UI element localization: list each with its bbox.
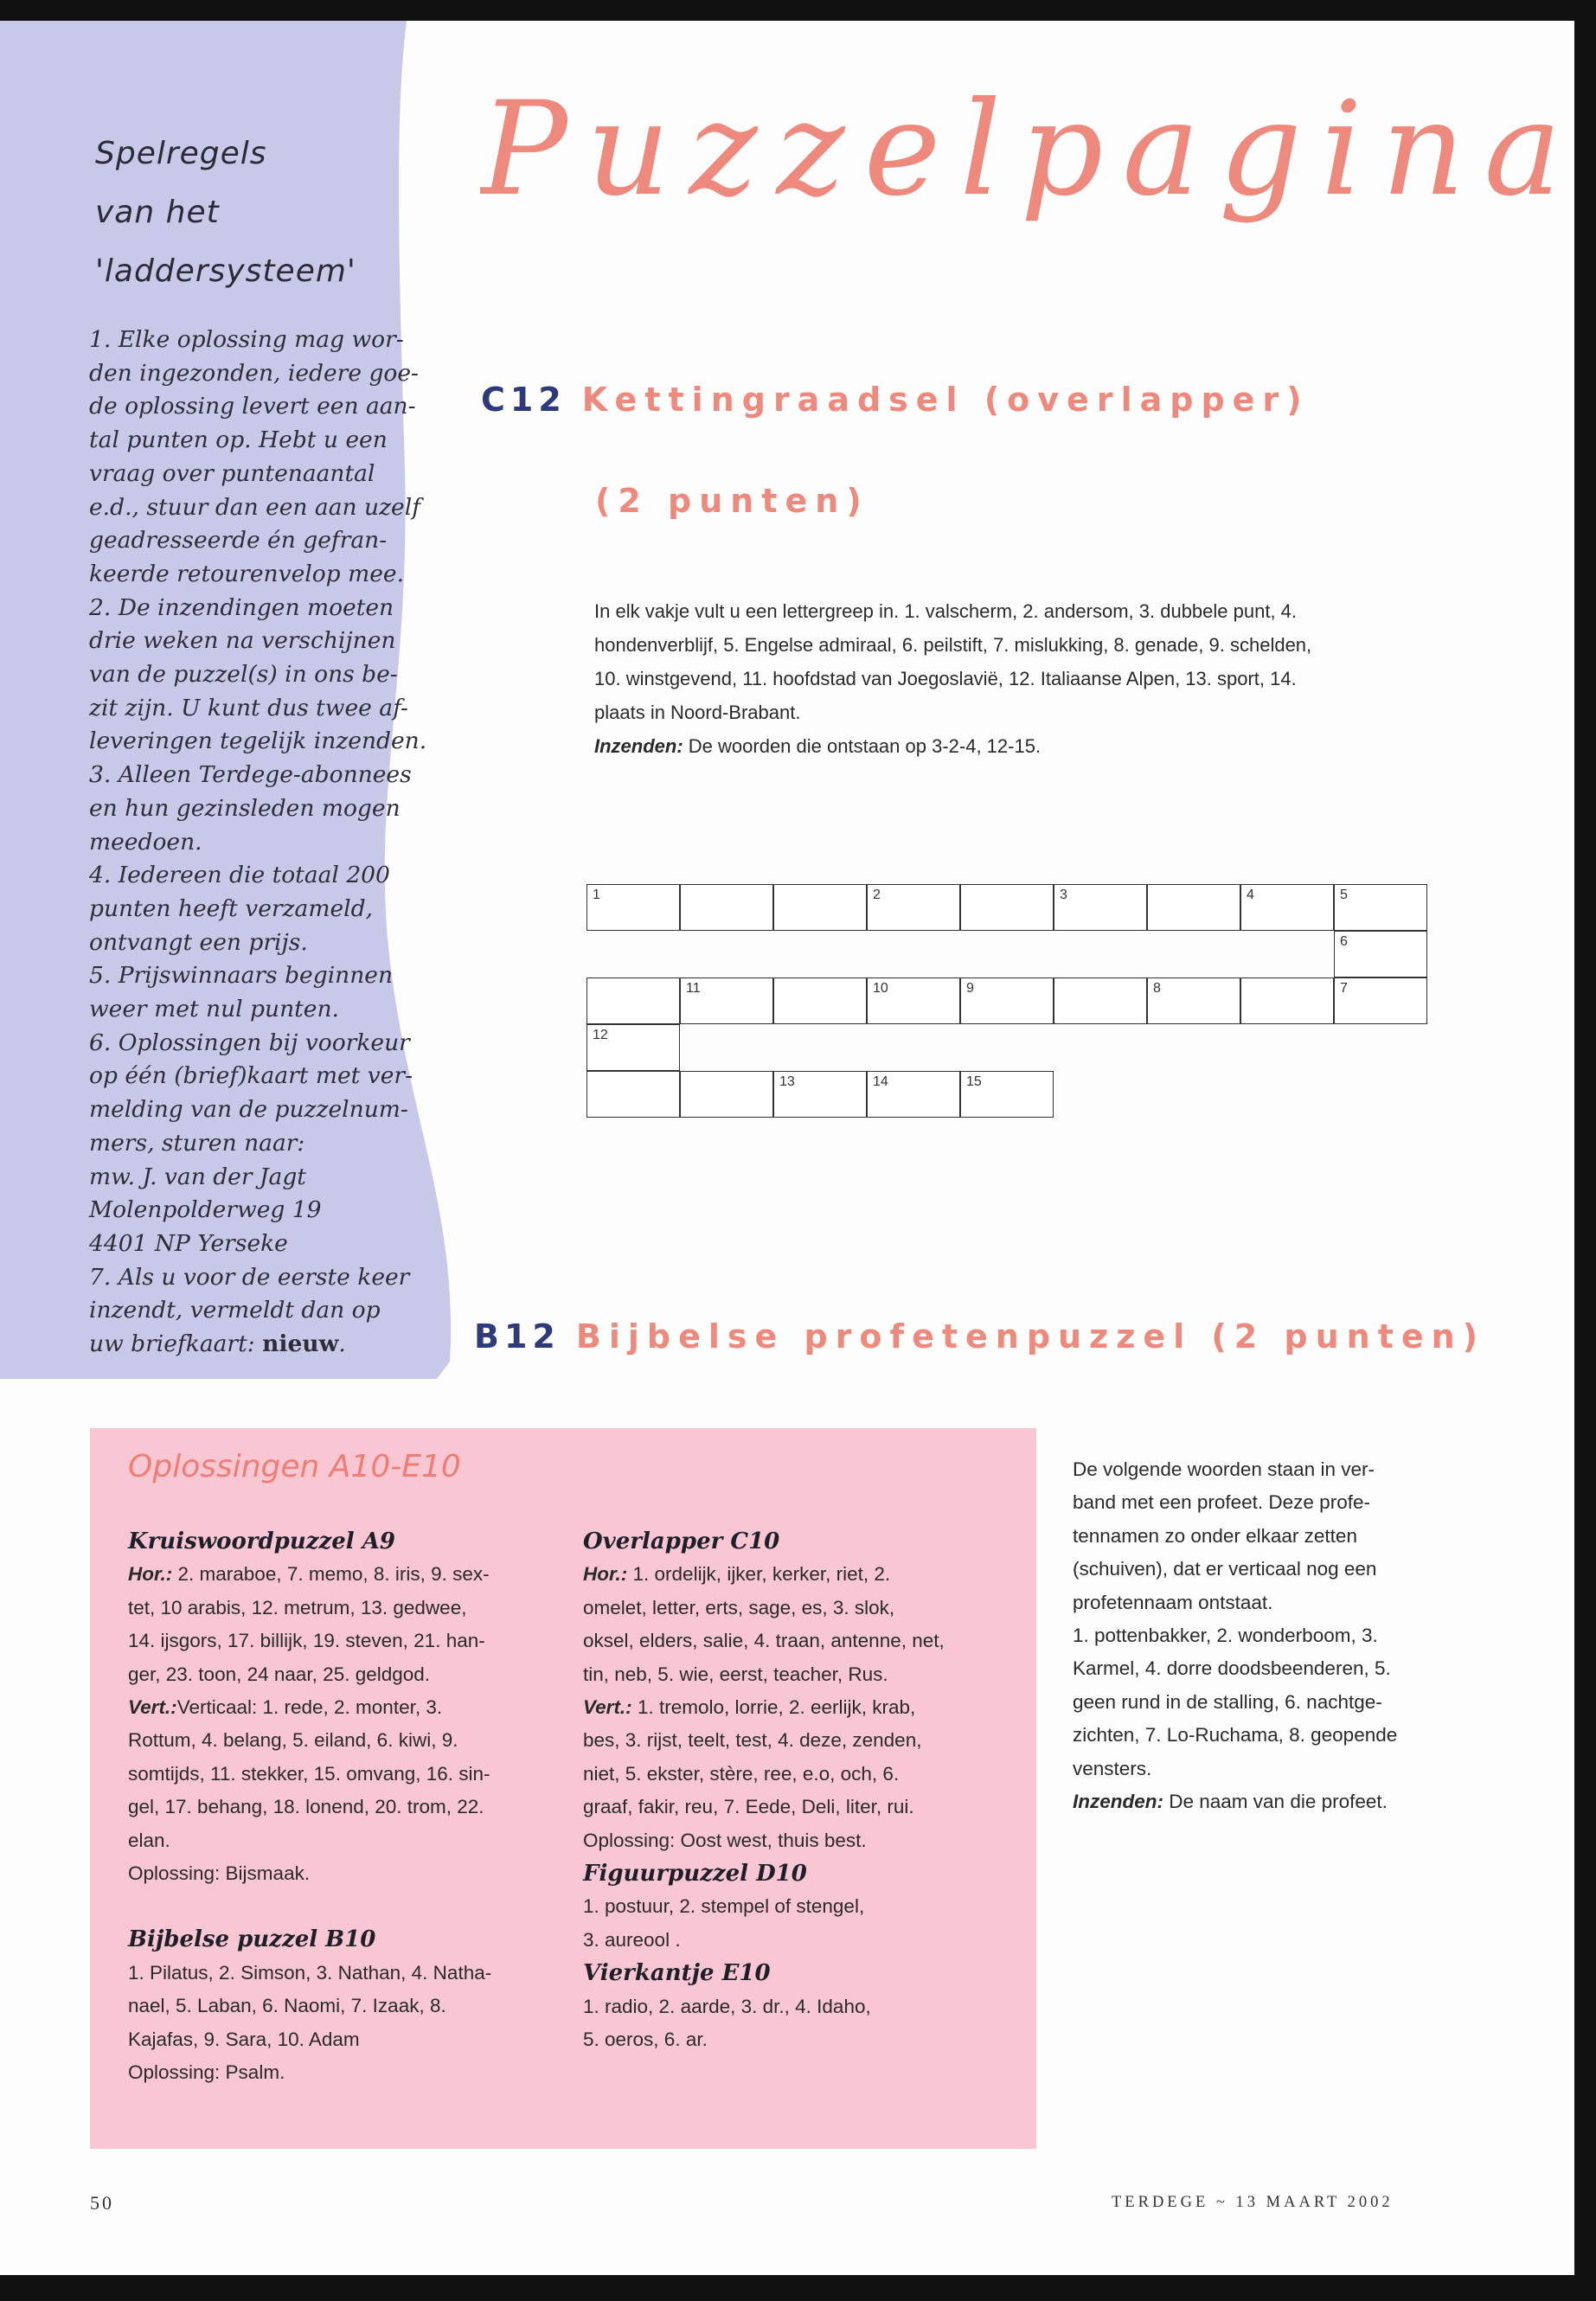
rules-line: melding van de puzzelnum- — [89, 1096, 408, 1124]
a9-hor-text: 2. maraboe, 7. memo, 8. iris, 9. sex- — [172, 1563, 490, 1586]
b10-title: Bijbelse puzzel B10 — [128, 1926, 376, 1953]
cell-number: 14 — [873, 1074, 888, 1089]
rules-line: den ingezonden, iedere goe- — [89, 359, 420, 387]
cell-number: 11 — [686, 981, 701, 996]
grid-cell[interactable] — [960, 977, 1054, 1024]
rules-line: ontvangt een prijs. — [89, 928, 308, 956]
a9-line: elan. — [128, 1829, 170, 1851]
a9-title: Kruiswoordpuzzel A9 — [128, 1529, 396, 1554]
grid-cell[interactable] — [1054, 884, 1147, 931]
b10-line: Kajafas, 9. Sara, 10. Adam — [128, 2028, 360, 2050]
b12-submit-label: Inzenden: — [1073, 1791, 1163, 1813]
grid-cell[interactable] — [867, 977, 960, 1024]
c10-hor-label: Hor.: — [583, 1563, 628, 1586]
rules-line: 7. Als u voor de eerste keer — [89, 1263, 410, 1291]
cell-number: 3 — [1060, 888, 1067, 902]
c12-title: Kettingraadsel (overlapper) — [581, 381, 1310, 419]
grid-cell[interactable] — [1240, 977, 1334, 1024]
rules-line: drie weken na verschijnen — [89, 627, 396, 655]
rules-line: 1. Elke oplossing mag wor- — [89, 326, 404, 353]
a9-line: tet, 10 arabis, 12. metrum, 13. gedwee, — [128, 1596, 467, 1618]
rules-line: van de puzzel(s) in ons be- — [89, 661, 398, 689]
cell-number: 4 — [1247, 888, 1254, 902]
cell-number: 13 — [779, 1074, 795, 1089]
c10-vert-text: 1. tremolo, lorrie, 2. eerlijk, krab, — [631, 1696, 916, 1719]
solutions-left-column — [128, 1525, 491, 2090]
grid-cell[interactable] — [773, 884, 867, 931]
a9-line: Rottum, 4. belang, 5. eiland, 6. kiwi, 9. — [128, 1729, 458, 1752]
e10-line: 5. oeros, 6. ar. — [583, 2029, 708, 2051]
rules-line: leveringen tegelijk inzenden. — [89, 727, 427, 755]
cell-number: 2 — [873, 888, 881, 902]
c12-submit-line — [594, 729, 1311, 763]
b12-line: De volgende woorden staan in ver- — [1073, 1458, 1375, 1480]
page-number: 50 — [90, 2192, 114, 2214]
magazine-page — [0, 21, 1574, 2275]
c10-line: graaf, fakir, reu, 7. Eede, Deli, liter, rui. — [583, 1796, 914, 1818]
rules-line: 3. Alleen Terdege-abonnees — [89, 761, 412, 789]
a9-hor-first — [128, 1558, 491, 1591]
grid-cell[interactable] — [680, 884, 773, 931]
rules-line: 4. Iedereen die totaal 200 — [89, 862, 390, 889]
b12-line: (schuiven), dat er verticaal nog een — [1073, 1558, 1377, 1580]
a9-solution: Oplossing: Bijsmaak. — [128, 1862, 311, 1885]
rules-line: vraag over puntenaantal — [89, 459, 375, 487]
rules-last-prefix: uw briefkaart: — [89, 1330, 263, 1358]
b12-title: Bijbelse profetenpuzzel (2 punten) — [575, 1317, 1486, 1356]
rules-line: Molenpolderweg 19 — [89, 1196, 322, 1224]
grid-cell[interactable] — [1334, 931, 1427, 977]
rules-line: de oplossing levert een aan- — [89, 393, 416, 420]
rules-last-suffix: . — [338, 1330, 346, 1358]
grid-cell[interactable] — [1334, 977, 1427, 1024]
cell-number: 5 — [1340, 888, 1348, 902]
b12-line: tennamen zo onder elkaar zetten — [1073, 1524, 1357, 1547]
grid-cell[interactable] — [586, 884, 680, 931]
cell-number: 10 — [873, 981, 888, 996]
rules-line: inzendt, vermeldt dan op — [89, 1297, 381, 1324]
rules-title — [95, 125, 407, 301]
c12-code: C12 — [481, 381, 567, 419]
a9-line: gel, 17. behang, 18. lonend, 20. trom, 22. — [128, 1796, 484, 1818]
c10-hor-first — [583, 1558, 945, 1591]
b10-line: 1. Pilatus, 2. Simson, 3. Nathan, 4. Natha- — [128, 1961, 492, 1984]
a9-line: somtijds, 11. stekker, 15. omvang, 16. sin- — [128, 1762, 490, 1785]
b12-line: 1. pottenbakker, 2. wonderboom, 3. — [1073, 1625, 1378, 1647]
rules-line: op één (brief)kaart met ver- — [89, 1062, 413, 1090]
d10-line: 3. aureool . — [583, 1928, 681, 1951]
rules-line: mers, sturen naar: — [89, 1129, 305, 1157]
e10-title: Vierkantje E10 — [583, 1960, 771, 1987]
rules-line: keerde retourenvelop mee. — [89, 560, 404, 587]
rules-new-keyword: nieuw — [262, 1330, 339, 1358]
grid-cell[interactable] — [960, 884, 1054, 931]
b10-solution: Oplossing: Psalm. — [128, 2061, 285, 2084]
grid-cell[interactable] — [1054, 977, 1147, 1024]
cell-number: 1 — [593, 888, 600, 902]
c10-line: niet, 5. ekster, stère, ree, e.o, och, 6. — [583, 1762, 900, 1785]
cell-number: 15 — [966, 1074, 982, 1089]
rules-line: weer met nul punten. — [89, 996, 339, 1023]
c12-heading — [481, 381, 1310, 419]
rules-title-line: Spelregels — [95, 136, 267, 171]
grid-cell[interactable] — [680, 1071, 773, 1118]
rules-line: e.d., stuur dan een aan uzelf — [89, 493, 421, 521]
grid-cell[interactable] — [586, 1071, 680, 1118]
c10-line: oksel, elders, salie, 4. traan, antenne, net, — [583, 1630, 945, 1652]
scan-border-bottom — [0, 2275, 1596, 2301]
a9-hor-label: Hor.: — [128, 1563, 173, 1586]
cell-number: 12 — [593, 1028, 608, 1042]
c10-line: tin, neb, 5. wie, eerst, teacher, Rus. — [583, 1663, 888, 1685]
c10-line: omelet, letter, erts, sage, es, 3. slok, — [583, 1596, 895, 1618]
rules-text — [89, 324, 435, 1362]
c10-solution: Oplossing: Oost west, thuis best. — [583, 1829, 867, 1851]
grid-cell[interactable] — [1240, 884, 1334, 931]
rules-line: zit zijn. U kunt dus twee af- — [89, 694, 408, 721]
rules-title-line: van het — [95, 195, 220, 230]
c12-clue-line: hondenverblijf, 5. Engelse admiraal, 6. peilstift, 7. mislukking, 8. genade, 9. schelden, — [594, 634, 1312, 656]
grid-cell[interactable] — [773, 1071, 867, 1118]
grid-cell[interactable] — [586, 1024, 680, 1071]
solutions-heading: Oplossingen A10-E10 — [128, 1449, 461, 1484]
a9-line: ger, 23. toon, 24 naar, 25. geldgod. — [128, 1663, 431, 1685]
c12-clue-line: 10. winstgevend, 11. hoofdstad van Joegoslavië, 12. Italiaanse Alpen, 13. sport, 14. — [594, 668, 1297, 689]
c10-vert-first — [583, 1691, 945, 1724]
rules-title-line: 'laddersysteem' — [95, 253, 356, 289]
rules-line: 5. Prijswinnaars beginnen — [89, 962, 394, 990]
c10-hor-text: 1. ordelijk, ijker, kerker, riet, 2. — [627, 1563, 891, 1586]
grid-cell[interactable] — [1147, 977, 1240, 1024]
c12-submit-label: Inzenden: — [594, 735, 683, 757]
b12-submit-text: De naam van die profeet. — [1163, 1791, 1388, 1813]
a9-vert-label: Vert.: — [128, 1696, 177, 1719]
grid-cell[interactable] — [1334, 884, 1427, 931]
rules-line: mw. J. van der Jagt — [89, 1163, 306, 1190]
grid-cell[interactable] — [586, 977, 680, 1024]
scan-border-top — [0, 0, 1596, 21]
a9-vert-first — [128, 1691, 491, 1724]
rules-line: tal punten op. Hebt u een — [89, 426, 388, 454]
b12-line: vensters. — [1073, 1757, 1152, 1779]
grid-cell[interactable] — [1147, 884, 1240, 931]
grid-cell[interactable] — [867, 1071, 960, 1118]
cell-number: 6 — [1340, 934, 1348, 949]
b12-line: profetennaam ontstaat. — [1073, 1591, 1273, 1613]
rules-line: punten heeft verzameld, — [89, 894, 373, 922]
rules-line: 6. Oplossingen bij voorkeur — [89, 1029, 410, 1056]
rules-last-line — [89, 1328, 435, 1362]
b12-line: Karmel, 4. dorre doodsbeenderen, 5. — [1073, 1657, 1391, 1680]
a9-line: 14. ijsgors, 17. billijk, 19. steven, 21. han- — [128, 1630, 485, 1652]
b12-submit-line — [1073, 1785, 1397, 1818]
c12-clue-line: plaats in Noord-Brabant. — [594, 702, 801, 723]
a9-vert-text: Verticaal: 1. rede, 2. monter, 3. — [176, 1696, 443, 1719]
page-title — [480, 64, 1570, 254]
c12-submit-text: De woorden die ontstaan op 3-2-4, 12-15. — [683, 735, 1042, 757]
b10-line: nael, 5. Laban, 6. Naomi, 7. Izaak, 8. — [128, 1995, 446, 2017]
cell-number: 9 — [966, 981, 974, 996]
cell-number: 7 — [1340, 981, 1348, 996]
c10-title: Overlapper C10 — [583, 1529, 780, 1554]
magazine-footer: TERDEGE ~ 13 MAART 2002 — [1112, 2194, 1394, 2211]
scan-border-right — [1574, 0, 1596, 2301]
c12-clue-line: In elk vakje vult u een lettergreep in. 1. valscherm, 2. andersom, 3. dubbele punt, 4. — [594, 600, 1298, 622]
b12-line: zichten, 7. Lo-Ruchama, 8. geopende — [1073, 1724, 1398, 1747]
b12-body — [1073, 1453, 1397, 1818]
solutions-box — [90, 1428, 1036, 2149]
grid-cell[interactable] — [680, 977, 773, 1024]
solutions-middle-column — [583, 1525, 945, 2057]
c12-points: (2 punten) — [595, 482, 869, 520]
c12-clues — [594, 594, 1311, 763]
grid-cell[interactable] — [867, 884, 960, 931]
b12-line: geen rund in de stalling, 6. nachtge- — [1073, 1690, 1382, 1713]
c10-vert-label: Vert.: — [583, 1696, 632, 1719]
grid-cell[interactable] — [773, 977, 867, 1024]
page-title-text: Puzzelpagina — [480, 74, 1561, 225]
c10-line: bes, 3. rijst, teelt, test, 4. deze, zenden, — [583, 1729, 922, 1752]
rules-line: 4401 NP Yerseke — [89, 1229, 288, 1257]
grid-cell[interactable] — [960, 1071, 1054, 1118]
rules-line: geadresseerde én gefran- — [89, 527, 388, 554]
e10-line: 1. radio, 2. aarde, 3. dr., 4. Idaho, — [583, 1995, 871, 2017]
d10-title: Figuurpuzzel D10 — [583, 1861, 807, 1888]
rules-line: meedoen. — [89, 828, 202, 856]
b12-heading — [474, 1317, 1485, 1356]
rules-line: en hun gezinsleden mogen — [89, 794, 401, 822]
b12-code: B12 — [474, 1317, 561, 1356]
d10-line: 1. postuur, 2. stempel of stengel, — [583, 1895, 865, 1918]
rules-line: 2. De inzendingen moeten — [89, 593, 394, 621]
cell-number: 8 — [1153, 981, 1161, 996]
b12-line: band met een profeet. Deze profe- — [1073, 1491, 1370, 1514]
